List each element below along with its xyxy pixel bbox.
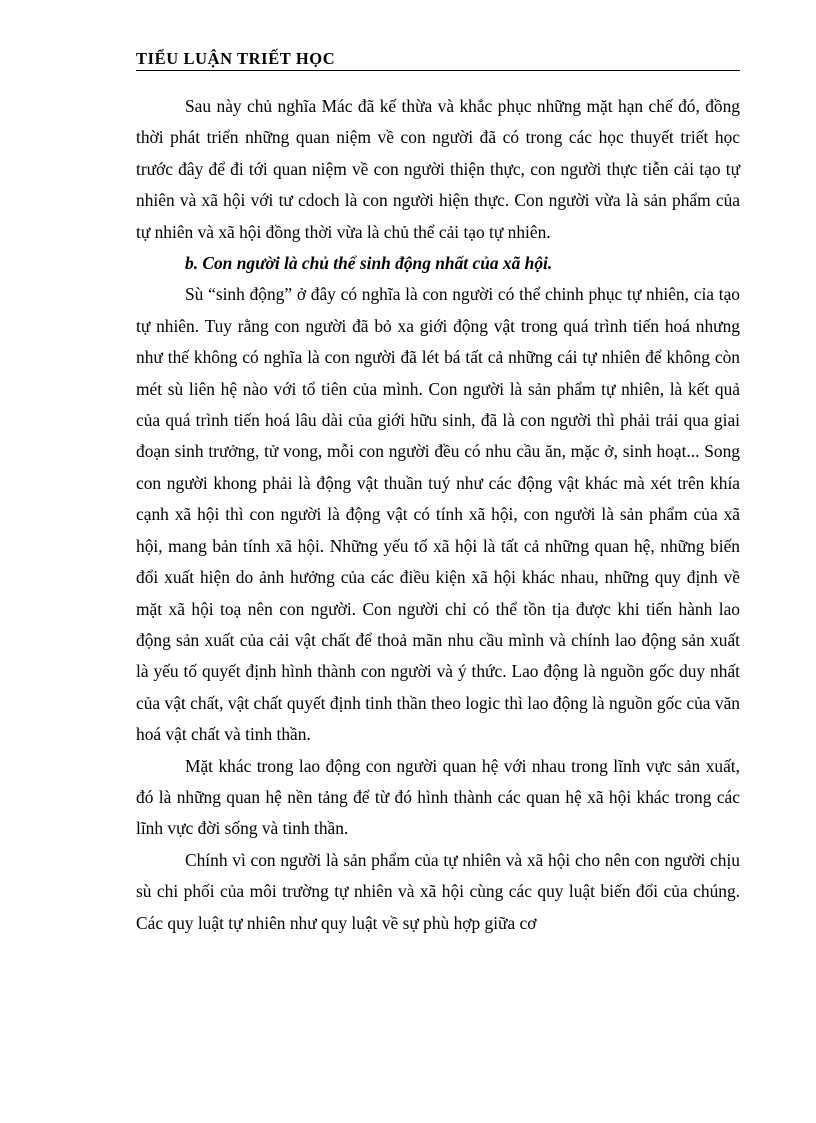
- section-heading-b: b. Con người là chủ thể sinh động nhất của xã hội.: [185, 253, 553, 274]
- paragraph-1: Sau này chủ nghĩa Mác đã kế thừa và khắc phục những mặt hạn chế đó, đồng thời phát triển những quan niệm về con người đã có trong các học thuyết triết học trước đây để đi tới quan niệm về con người thiện thực, con người thực tiễn cải tạo tự nhiên và xã hội với tư cdoch là con người hiện thực. Con người vừa là sản phẩm của tự nhiên và xã hội đồng thời vừa là chủ thể cải tạo tự nhiên.: [136, 96, 740, 242]
- paragraph-3: Mặt khác trong lao động con người quan hệ với nhau trong lĩnh vực sản xuất, đó là những quan hệ nền tảng để từ đó hình thành các quan hệ xã hội khác trong các lĩnh vực đời sống và tinh thần.: [136, 755, 740, 839]
- running-header: [136, 48, 740, 71]
- paragraph-4: Chính vì con người là sản phẩm của tự nhiên và xã hội cho nên con người chịu sù chi phối của môi trường tự nhiên và xã hội cùng các quy luật biến đổi của chúng. Các quy luật tự nhiên như quy luật về sự phù hợp giữa cơ: [136, 849, 740, 933]
- header-title: TIỂU LUẬN TRIẾT HỌC: [136, 49, 336, 68]
- paragraph-2: Sù “sinh động” ở đây có nghĩa là con người có thể chinh phục tự nhiên, cỉa tạo tự nhiên. Tuy rằng con người đã bỏ xa giới động vật trong quá trình tiến hoá nhưng như thế không có nghĩa là con người đã lét bá tất cả những cái tự nhiên để không còn mét sù liên hệ nào với tổ tiên của mình. Con người là sản phẩm tự nhiên, là kết quả của quá trình tiến hoá lâu dài của giới hữu sinh, đã là con người thì phải trải qua giai đoạn sinh trưởng, tử vong, mỗi con người đều có nhu cầu ăn, mặc ở, sinh hoạt... Song con người khong phải là động vật thuần tuý như các động vật khác mà xét trên khía cạnh xã hội thì con người là động vật có tính xã hội, con người là sản phẩm của xã hội, mang bản tính xã hội. Những yếu tố xã hội là tất cả những quan hệ, những biến đổi xuất hiện do ảnh hưởng của các điều kiện xã hội khác nhau, những quy định về mặt xã hội toạ nên con người. Con người chỉ có thể tồn tịa được khi tiến hành lao động sản xuất của cải vật chất để thoả mãn nhu cầu mình và chính lao động sản xuất là yếu tố quyết định hình thành con người và ý thức. Lao động là nguồn gốc duy nhất của vật chất, vật chất quyết định tinh thần theo logic thì lao động là nguồn gốc của văn hoá vật chất và tinh thần.: [136, 284, 740, 745]
- document-body: [136, 91, 740, 939]
